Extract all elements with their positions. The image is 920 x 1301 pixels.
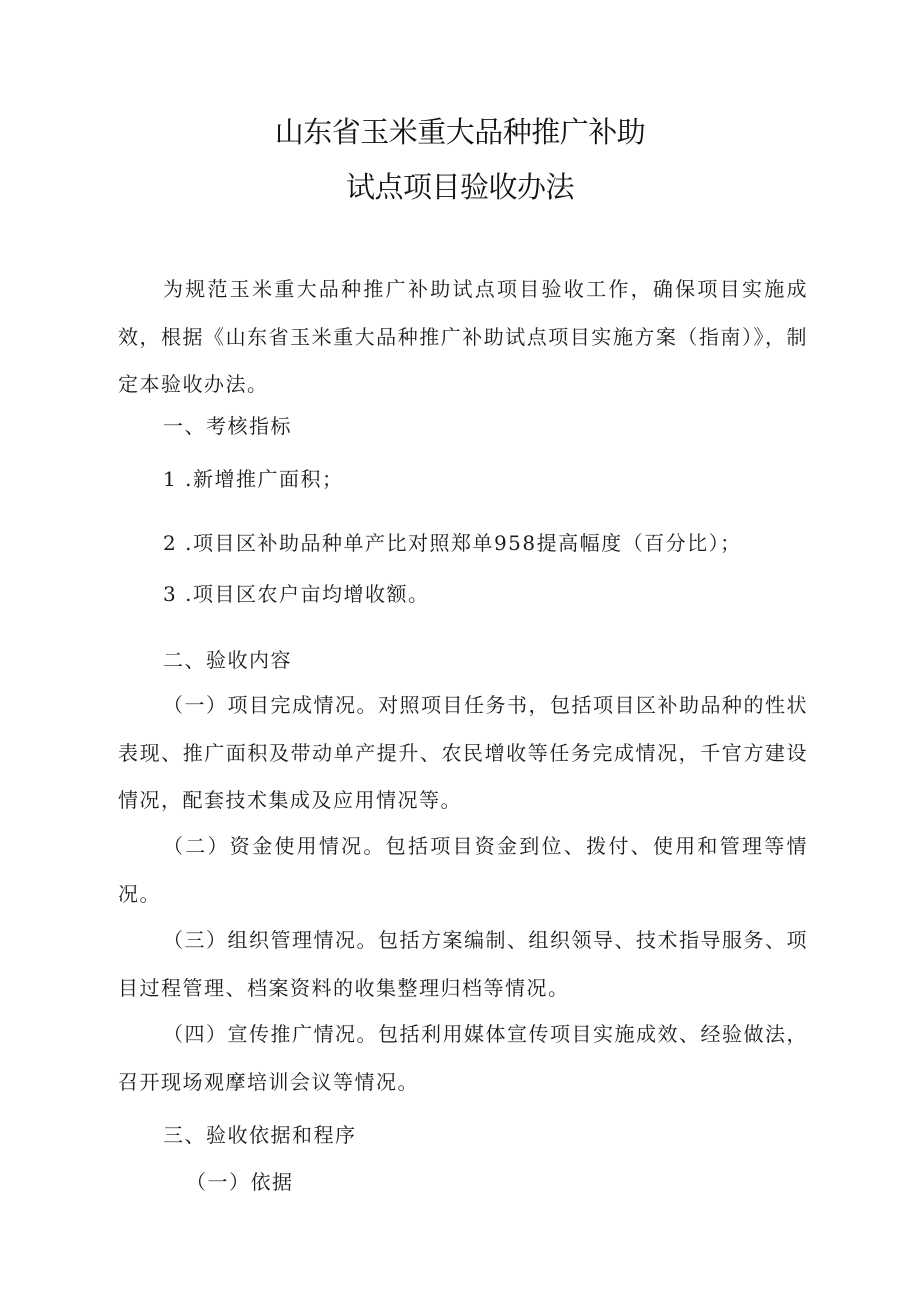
indicator-item-2: 2 .项目区补助品种单产比对照郑单958提高幅度（百分比）；	[163, 531, 742, 555]
section3-heading: 三、验收依据和程序	[163, 1123, 357, 1147]
content-item-1: （一）项目完成情况。对照项目任务书，包括项目区补助品种的性状表现、推广面积及带动单产提升、农民增收等任务完成情况，千官方建设情况，配套技术集成及应用情况等。	[118, 693, 808, 812]
intro-paragraph: 为规范玉米重大品种推广补助试点项目验收工作，确保项目实施成效，根据《山东省玉米重大品种推广补助试点项目实施方案（指南）》，制定本验收办法。	[118, 277, 808, 396]
section1-heading: 一、考核指标	[163, 414, 292, 438]
document-title-line1: 山东省玉米重大品种推广补助	[274, 115, 646, 149]
subsection1-heading: （一）依据	[186, 1170, 294, 1194]
content-item-4: （四）宣传推广情况。包括利用媒体宣传项目实施成效、经验做法，召开现场观摩培训会议等情况。	[118, 1022, 808, 1094]
content-item-3: （三）组织管理情况。包括方案编制、组织领导、技术指导服务、项目过程管理、档案资料的收集整理归档等情况。	[118, 928, 808, 1000]
section2-heading: 二、验收内容	[163, 648, 292, 672]
content-item-2: （二）资金使用情况。包括项目资金到位、拨付、使用和管理等情况。	[118, 834, 808, 906]
document-title-line2: 试点项目验收办法	[345, 170, 574, 204]
indicator-item-3: 3 .项目区农户亩均增收额。	[163, 582, 430, 606]
indicator-item-1: 1 .新增推广面积；	[163, 467, 344, 491]
